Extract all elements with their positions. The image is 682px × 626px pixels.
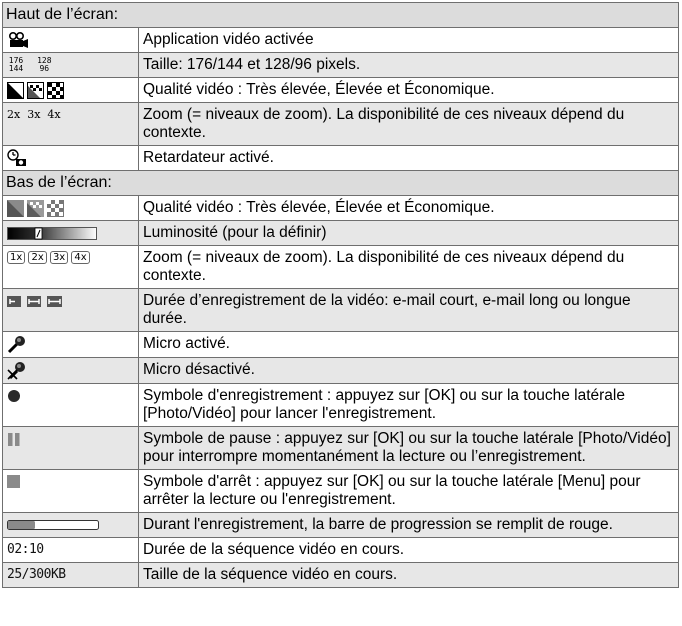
section-header-bottom: [3, 171, 679, 196]
pause-icon: [7, 433, 21, 446]
icon-legend-table: [2, 2, 679, 588]
self-timer-icon: [7, 149, 27, 167]
zoom-4x-icon: 4x: [71, 251, 89, 264]
section-title-bottom: Bas de l’écran:: [3, 171, 679, 196]
row-description: Application vidéo activée: [139, 28, 679, 53]
section-title-top: Haut de l’écran:: [3, 3, 679, 28]
row-description: Durant l'enregistrement, la barre de progression se remplit de rouge.: [139, 513, 679, 538]
table-row: [3, 28, 679, 53]
table-row: [3, 384, 679, 427]
microphone-icon: [7, 335, 27, 354]
recording-duration-icon: [7, 296, 63, 307]
size-128-96-icon: 128 96: [37, 56, 52, 73]
quality-levels-grey-icon: [7, 200, 65, 217]
row-description: Micro activé.: [139, 332, 679, 358]
table-row: [3, 470, 679, 513]
table-row: [3, 78, 679, 103]
row-description: Retardateur activé.: [139, 146, 679, 171]
row-description: Symbole de pause : appuyez sur [OK] ou sur la touche latérale [Photo/Vidéo] pour interrompre momentanément la lecture ou l’enregistrement.: [139, 427, 679, 470]
table-row: [3, 53, 679, 78]
zoom-2x-icon: 2x: [28, 251, 46, 264]
row-description: Taille: 176/144 et 128/96 pixels.: [139, 53, 679, 78]
zoom-2x-icon: 2x: [7, 108, 21, 122]
quality-levels-icon: [7, 82, 65, 99]
microphone-off-icon: [7, 361, 27, 380]
stop-icon: [7, 475, 21, 489]
zoom-1x-icon: 1x: [7, 251, 25, 264]
record-dot-icon: [7, 389, 21, 403]
progress-bar-icon: [7, 520, 99, 530]
row-description: Taille de la séquence vidéo en cours.: [139, 563, 679, 588]
row-description: Durée d’enregistrement de la vidéo: e-mail court, e-mail long ou longue durée.: [139, 289, 679, 332]
table-row: [3, 221, 679, 246]
brightness-bar-icon: [7, 227, 97, 240]
row-description: Zoom (= niveaux de zoom). La disponibilité de ces niveaux dépend du contexte.: [139, 246, 679, 289]
row-description: Micro désactivé.: [139, 358, 679, 384]
table-row: [3, 196, 679, 221]
video-camera-icon: [7, 31, 29, 49]
table-row: [3, 146, 679, 171]
table-row: [3, 358, 679, 384]
zoom-3x-icon: 3x: [27, 108, 41, 122]
section-header-top: [3, 3, 679, 28]
zoom-3x-icon: 3x: [50, 251, 68, 264]
row-description: Qualité vidéo : Très élevée, Élevée et Économique.: [139, 78, 679, 103]
size-176-144-icon: 176 144: [8, 56, 24, 73]
file-size-display: 25/300KB: [3, 563, 139, 588]
table-row: [3, 538, 679, 563]
elapsed-time-display: 02:10: [3, 538, 139, 563]
row-description: Zoom (= niveaux de zoom). La disponibilité de ces niveaux dépend du contexte.: [139, 103, 679, 146]
table-row: [3, 103, 679, 146]
table-row: [3, 246, 679, 289]
row-description: Qualité vidéo : Très élevée, Élevée et Économique.: [139, 196, 679, 221]
table-row: [3, 513, 679, 538]
row-description: Durée de la séquence vidéo en cours.: [139, 538, 679, 563]
table-row: [3, 427, 679, 470]
table-row: [3, 332, 679, 358]
row-description: Luminosité (pour la définir): [139, 221, 679, 246]
table-row: [3, 289, 679, 332]
row-description: Symbole d'arrêt : appuyez sur [OK] ou sur la touche latérale [Menu] pour arrêter la lecture ou l'enregistrement.: [139, 470, 679, 513]
row-description: Symbole d'enregistrement : appuyez sur [OK] ou sur la touche latérale [Photo/Vidéo] pour lancer l'enregistrement.: [139, 384, 679, 427]
table-row: [3, 563, 679, 588]
zoom-4x-icon: 4x: [47, 108, 61, 122]
